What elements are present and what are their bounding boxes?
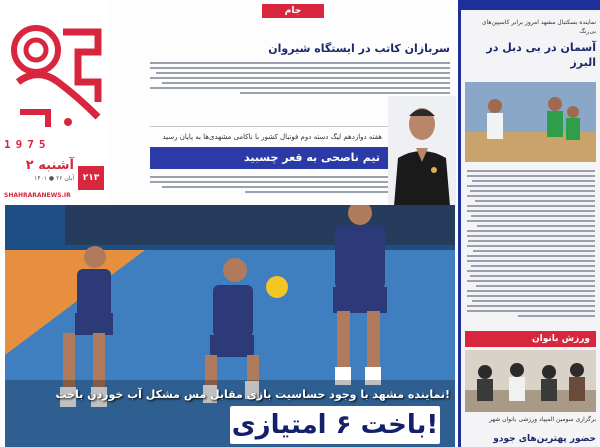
women-sports-photo [465,350,596,412]
date-line: ۱۴۰۱ ● ۲۶ آبان [34,175,74,182]
main-big-title[interactable]: باخت ۶ امتیازی! [230,406,440,444]
main-headline[interactable]: نماینده مشهد با وجود حساسیت بازی مقابل مس مشکل آب خوردن باخت! [55,388,450,401]
founding-year: 1975 [4,138,51,151]
issue-date [4,158,74,182]
weekday: ۲ آشنبه [25,158,74,173]
rc-kicker2: برگزاری سومین المپیاد ورزشی بانوان شهر [489,416,596,423]
rc-kicker: نماینده بسکتبال مشهد امروز برابر کاسپین‌های بی‌رنگ [481,19,596,35]
rc-section-tag: ورزش بانوان [465,331,596,347]
article1-headline[interactable]: سربازان کاتب در ایستگاه شیروان [268,42,450,55]
basketball-photo [465,82,596,162]
article2-body [150,176,388,204]
rc-headline[interactable]: آسمان در بی دبل در البرز [486,41,596,69]
site-url[interactable]: SHAHRARANEWS.IR [4,192,71,199]
section-tag: جام [262,4,324,18]
shahrara-logo [8,22,103,132]
issue-number: ۲۱۳ [78,166,104,190]
article2-kicker: هفته دوازدهم لیگ دسته دوم فوتبال کشور با ناکامی مشهدی‌ها به پایان رسید [162,133,382,141]
right-column [458,0,600,447]
player-portrait [388,96,456,206]
masthead [0,0,110,205]
rc-headline2[interactable]: حضور پهترین‌های جودو [493,434,596,444]
article2-headline[interactable]: تیم ناصحی به قعر چسبید [150,147,388,169]
rc-body [467,170,595,325]
right-column-bar [461,0,600,10]
